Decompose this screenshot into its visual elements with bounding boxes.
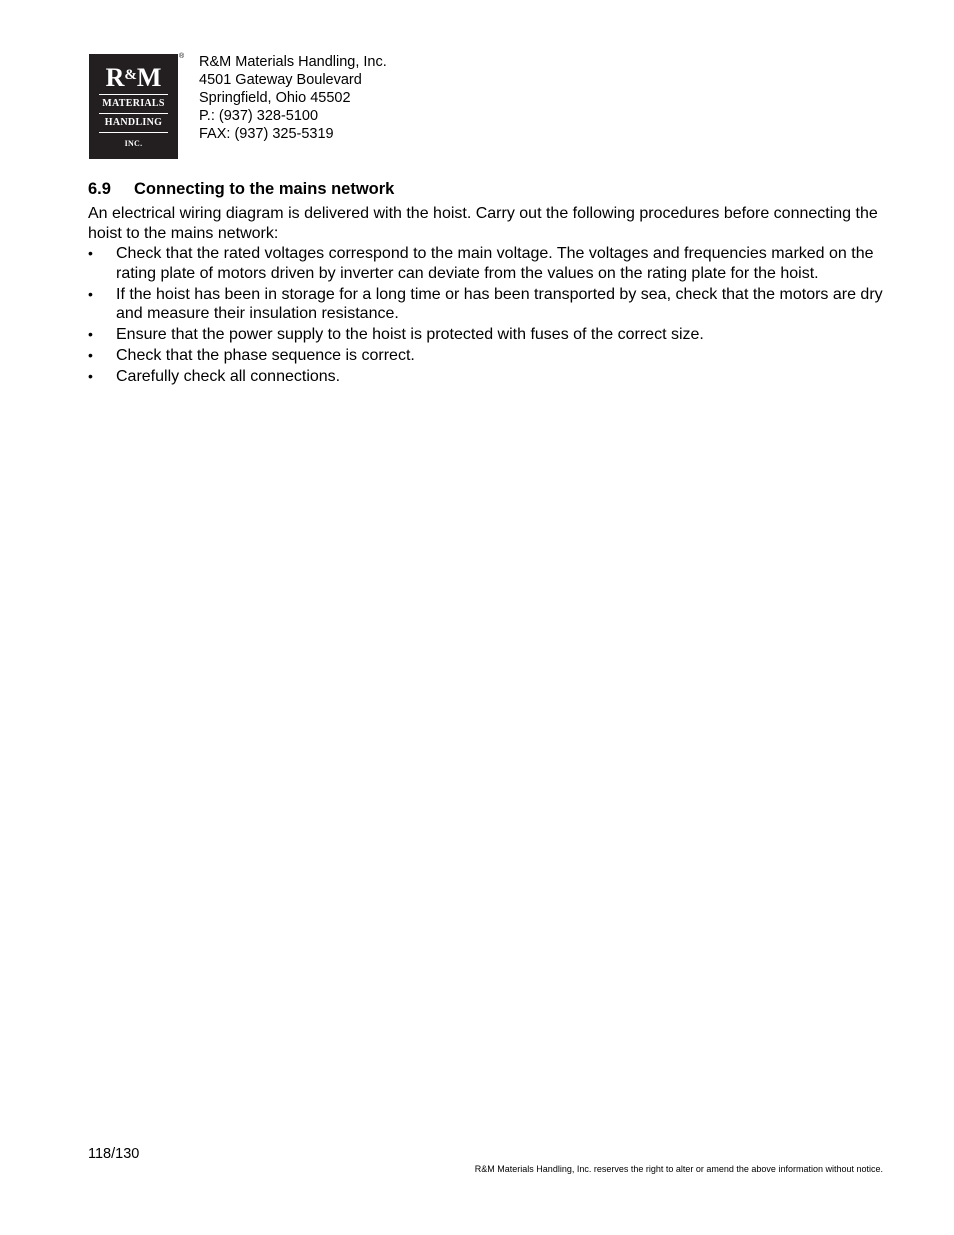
logo-divider	[99, 132, 168, 133]
logo-divider	[99, 113, 168, 114]
company-address	[199, 53, 387, 143]
bullet-icon: •	[88, 326, 93, 342]
list-item	[88, 325, 888, 345]
section-title: Connecting to the mains network	[134, 180, 395, 198]
list-item	[88, 367, 888, 387]
list-item-text: If the hoist has been in storage for a long time or has been transported by sea, check that the motors are dry and measure their insulation resistance.	[116, 285, 883, 322]
logo-mark-r: R	[105, 63, 125, 92]
list-item-text: Check that the rated voltages correspond to the main voltage. The voltages and frequencies marked on the rating plate of motors driven by inverter can deviate from the values on the rating plate for the hoist.	[116, 245, 874, 282]
logo-line-materials: MATERIALS	[102, 98, 165, 109]
intro-paragraph: An electrical wiring diagram is delivered with the hoist. Carry out the following procedures before connecting the hoist to the mains network:	[88, 205, 878, 242]
logo-mark	[89, 60, 178, 93]
bullet-icon: •	[88, 368, 93, 384]
logo-mark-m: M	[136, 63, 162, 92]
page-number: 118/130	[88, 1146, 140, 1162]
address-street: 4501 Gateway Boulevard	[199, 72, 362, 88]
logo-mark-amp: &	[124, 67, 137, 83]
logo-line-handling: HANDLING	[104, 117, 163, 128]
list-item-text: Check that the phase sequence is correct.	[116, 347, 415, 364]
section-heading	[88, 179, 394, 199]
bullet-icon: •	[88, 245, 93, 261]
list-item	[88, 285, 888, 324]
procedure-list	[88, 244, 888, 387]
logo-line-inc: INC.	[124, 139, 143, 148]
footer-disclaimer: R&M Materials Handling, Inc. reserves the right to alter or amend the above information without notice.	[474, 1164, 883, 1174]
list-item	[88, 346, 888, 366]
list-item-text: Ensure that the power supply to the hoist is protected with fuses of the correct size.	[116, 326, 704, 343]
bullet-icon: •	[88, 285, 93, 302]
address-city: Springfield, Ohio 45502	[199, 90, 351, 106]
registered-mark: ®	[179, 53, 185, 60]
list-item	[88, 244, 888, 283]
address-phone: P.: (937) 328-5100	[199, 108, 319, 124]
section-body	[88, 204, 888, 388]
address-company-name: R&M Materials Handling, Inc.	[199, 54, 387, 70]
logo-divider	[99, 94, 168, 95]
bullet-icon: •	[88, 347, 93, 363]
address-fax: FAX: (937) 325-5319	[199, 126, 334, 142]
section-number: 6.9	[88, 180, 111, 198]
list-item-text: Carefully check all connections.	[116, 368, 341, 385]
company-logo	[89, 54, 178, 159]
